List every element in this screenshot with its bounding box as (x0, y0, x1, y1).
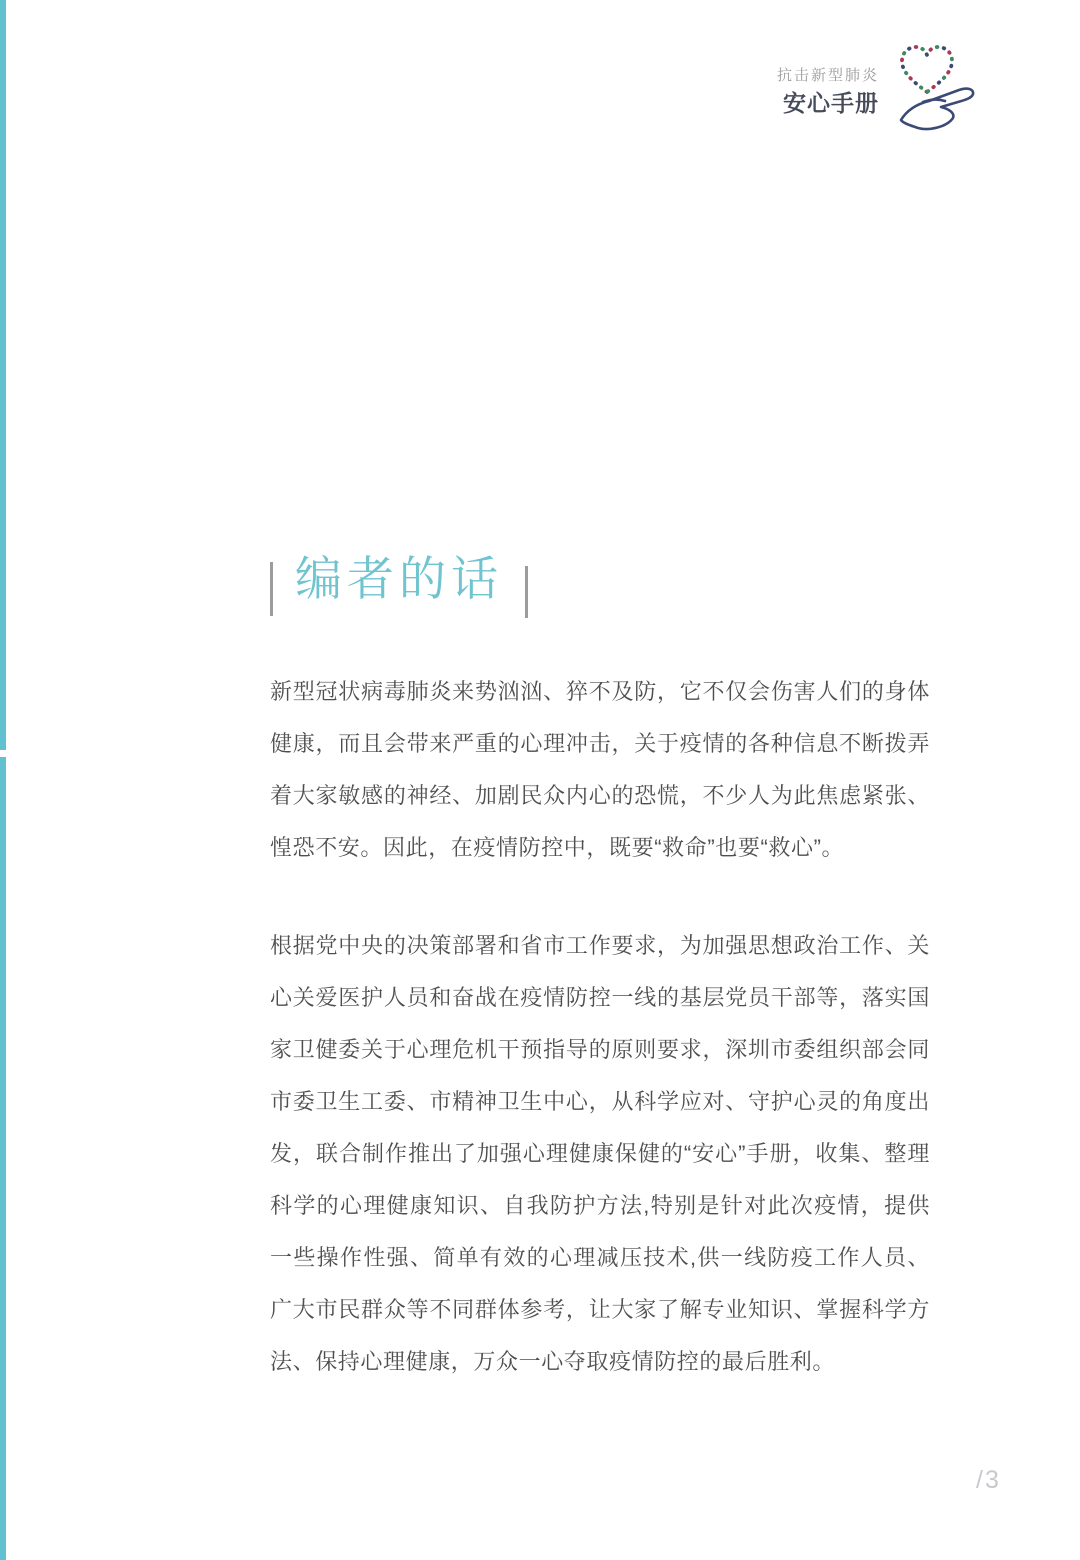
page-title: 编者的话 (295, 552, 503, 605)
heart-hand-logo-icon (885, 42, 985, 142)
brand-text (777, 66, 879, 118)
left-accent-bar-lower (0, 757, 6, 1560)
section-title-block (270, 552, 528, 618)
hand-thumb-line-icon (923, 100, 945, 102)
brand-tagline: 抗击新型肺炎 (776, 66, 879, 84)
brand-title: 安心手册 (783, 90, 879, 117)
hand-icon (901, 89, 973, 129)
page-number: /3 (976, 1466, 1001, 1494)
left-accent-bar-upper (0, 0, 6, 750)
editor-note-content (270, 666, 930, 1388)
brand-block (777, 42, 985, 142)
paragraph-1: 新型冠状病毒肺炎来势汹汹、猝不及防，它不仅会伤害人们的身体健康，而且会带来严重的心理冲击，关于疫情的各种信息不断拨弄着大家敏感的神经、加剧民众内心的恐慌，不少人为此焦虑紧张、惶恐不安。因此，在疫情防控中，既要“救命”也要“救心”。 (270, 679, 930, 860)
heart-dots-navy-icon (902, 47, 952, 92)
title-left-divider (270, 562, 273, 616)
title-right-divider (525, 566, 528, 618)
paragraph-2: 根据党中央的决策部署和省市工作要求，为加强思想政治工作、关心关爱医护人员和奋战在疫情防控一线的基层党员干部等，落实国家卫健委关于心理危机干预指导的原则要求，深圳市委组织部会同市委卫生工委、市精神卫生中心，从科学应对、守护心灵的角度出发，联合制作推出了加强心理健康保健的“安心”手册，收集、整理科学的心理健康知识、自我防护方法,特别是针对此次疫情，提供一些操作性强、简单有效的心理减压技术,供一线防疫工作人员、广大市民群众等不同群体参考，让大家了解专业知识、掌握科学方法、保持心理健康，万众一心夺取疫情防控的最后胜利。 (270, 933, 930, 1374)
